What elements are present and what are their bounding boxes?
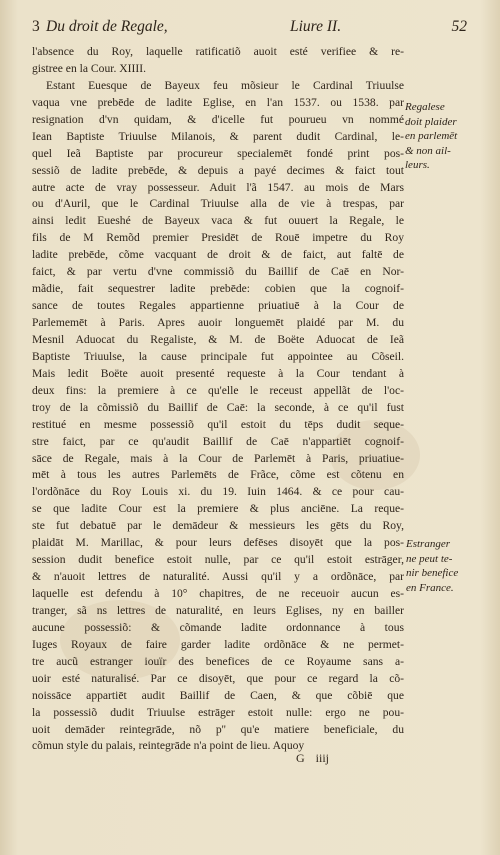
text-line: la possessiõ dudit Triuulse estrāger estoit nulle: ergo ne pou-: [32, 705, 404, 719]
margin-note-line: & non ail-: [405, 144, 451, 157]
text-line: Mesnil Aduocat du Regaliste, & M. de Boëte Aduocat de Ieã: [32, 332, 404, 346]
text-line: Iuges Royaux de faire garder ladite ordõnāce & ne permet-: [32, 637, 404, 651]
text-line: ladite prebēde, cõme vacquant de droit & de faict, aut faltē de: [32, 248, 404, 262]
header-number: 3: [32, 18, 40, 35]
text-line: noissāce appartiēt audit Baillif de Caen, & que cõbiē que: [32, 688, 404, 702]
margin-note-line: en parlemēt: [405, 130, 458, 142]
text-line: troy de la cõmissiõ du Baillif de Caē: la seconde, à ce qu'il fust: [32, 400, 404, 414]
text-line: ou d'Auril, que le Cardinal Triuulse alla de vie à trespas, par: [32, 197, 404, 211]
text-line: gistree en la Cour. XIIII.: [32, 61, 146, 75]
page-footer: [296, 751, 337, 766]
text-line: uoit demāder reintegrāde, nõ p'' qu'e matiere beneficiale, du: [32, 722, 404, 736]
text-line: ste fut debatuē par le demādeur & messieurs les gēts du Roy,: [32, 519, 404, 533]
text-line: sāce de Regale, mais à la Cour de Parlemēt à Paris, priuatiue-: [32, 451, 404, 465]
text-line: faict, & par vertu d'vne commissiõ du Baillif de Caē en Nor-: [32, 265, 404, 279]
text-line: uoir esté naturalisé. Par ce disoyēt, que pour ce regard la cõ-: [32, 671, 404, 685]
margin-note-estranger: [406, 537, 458, 595]
text-line: l'absence du Roy, laquelle ratificatiõ auoit esté verifiee & re-: [32, 45, 404, 58]
leaf-number: iiij: [315, 751, 330, 765]
margin-note-line: ne peut te-: [406, 552, 453, 565]
margin-note-line: en France.: [406, 581, 454, 594]
header-title: Du droit de Regale,: [46, 18, 168, 35]
text-line: vaqua vne prebēde de ladite Eglise, en l'an 1537. ou 1538. par: [32, 95, 404, 109]
body-text: [32, 44, 404, 755]
text-line: aucune possessiõ: & cõmande ladite ordonnance à tous: [32, 620, 404, 634]
signature-mark: G: [296, 751, 305, 765]
margin-note-line: Regalese: [405, 101, 445, 113]
header-book: Liure II.: [290, 18, 342, 35]
text-line: Estant Euesque de Bayeux feu mõsieur le Cardinal Triuulse: [46, 78, 404, 92]
page-number: 52: [451, 18, 467, 35]
text-line: session dudit benefice estoit nulle, par ce qu'il estoit estrāger,: [32, 553, 404, 567]
margin-note-line: leurs.: [405, 159, 430, 171]
text-line: sance de toutes Regales appartienne priuatiuē à la Cour de: [32, 299, 404, 313]
margin-note-line: nir benefice: [406, 567, 459, 579]
text-line: quel Ieã Baptiste par procureur specialemēt fondé print pos-: [32, 146, 404, 160]
text-line: laquelle est defendu à 10° chapitres, de ne receuoir aucun es-: [32, 587, 404, 600]
text-line: l'ordõnāce du Roy Louis xi. du 19. Iuin 1464. & ce pour cau-: [32, 485, 404, 499]
text-line: sessiõ de ladite prebēde, & depuis a payé decimes & faict tout: [32, 163, 404, 177]
text-line: tranger, sã ns lettres de naturalité, en leurs Eglises, ny en bailler: [32, 603, 404, 617]
text-line: ainsi ledit Eueshé de Bayeux vaca & fut ouuert la Regale, le: [32, 214, 404, 228]
text-line: autre acte de vray possesseur. Aduit l'ã 1547. au mois de Mars: [32, 180, 404, 194]
text-line: Parlememēt à Paris. Apres auoir longuemēt plaidé par M. du: [32, 316, 404, 329]
text-line: plaidāt M. Marillac, & pour leurs defēses disoyēt que la pos-: [32, 536, 404, 550]
text-line: stre faict, par ce qu'audit Baillif de Caē n'appartiēt cognoif-: [32, 434, 404, 448]
margin-note-regale: [405, 100, 457, 173]
text-line: mēt à tous les autres Parlemēts de Frãce, cõme est cõtenu en: [32, 468, 404, 482]
text-line: Iean Baptiste Triuulse Milanois, & parent dudit Cardinal, le-: [32, 129, 404, 143]
text-line: Baptiste Triuulse, la cause principale fut appointee au Cõseil.: [32, 349, 404, 363]
text-line: se que ladite Cour est la premiere & plus anciēne. La reque-: [32, 502, 404, 516]
text-line: mãdie, fait sequestrer ladite prebēde: cobien que la cognoif-: [32, 282, 404, 296]
text-line: cõmun style du palais, reintegrāde n'a point de lieu. Aquoy: [32, 739, 305, 753]
text-line: Mais ledit Boëte auoit presenté requeste à la Cour tendant à: [32, 366, 404, 380]
margin-note-line: Estranger: [406, 538, 450, 550]
text-line: fils de M Remõd premier Presidēt de Rouē impetre du Roy: [32, 231, 404, 245]
text-line: restitué en mesme possessiõ qu'il estoit du tēps dudit seque-: [32, 417, 404, 431]
margin-note-line: doit plaider: [405, 115, 457, 128]
text-line: tre aucũ estranger iouïr des benefices de ce Royaume sans a-: [32, 654, 404, 668]
running-header: [32, 18, 467, 40]
text-line: resignation d'vn quidam, & d'icelle fut pourueu vn nommé: [32, 112, 404, 126]
text-line: & n'auoit lettres de naturalité. Aussi qu'il y a ordõnāce, par: [32, 570, 404, 584]
text-line: deux fins: la premiere à ce qu'elle le receust appellãt de l'oc-: [32, 383, 404, 397]
